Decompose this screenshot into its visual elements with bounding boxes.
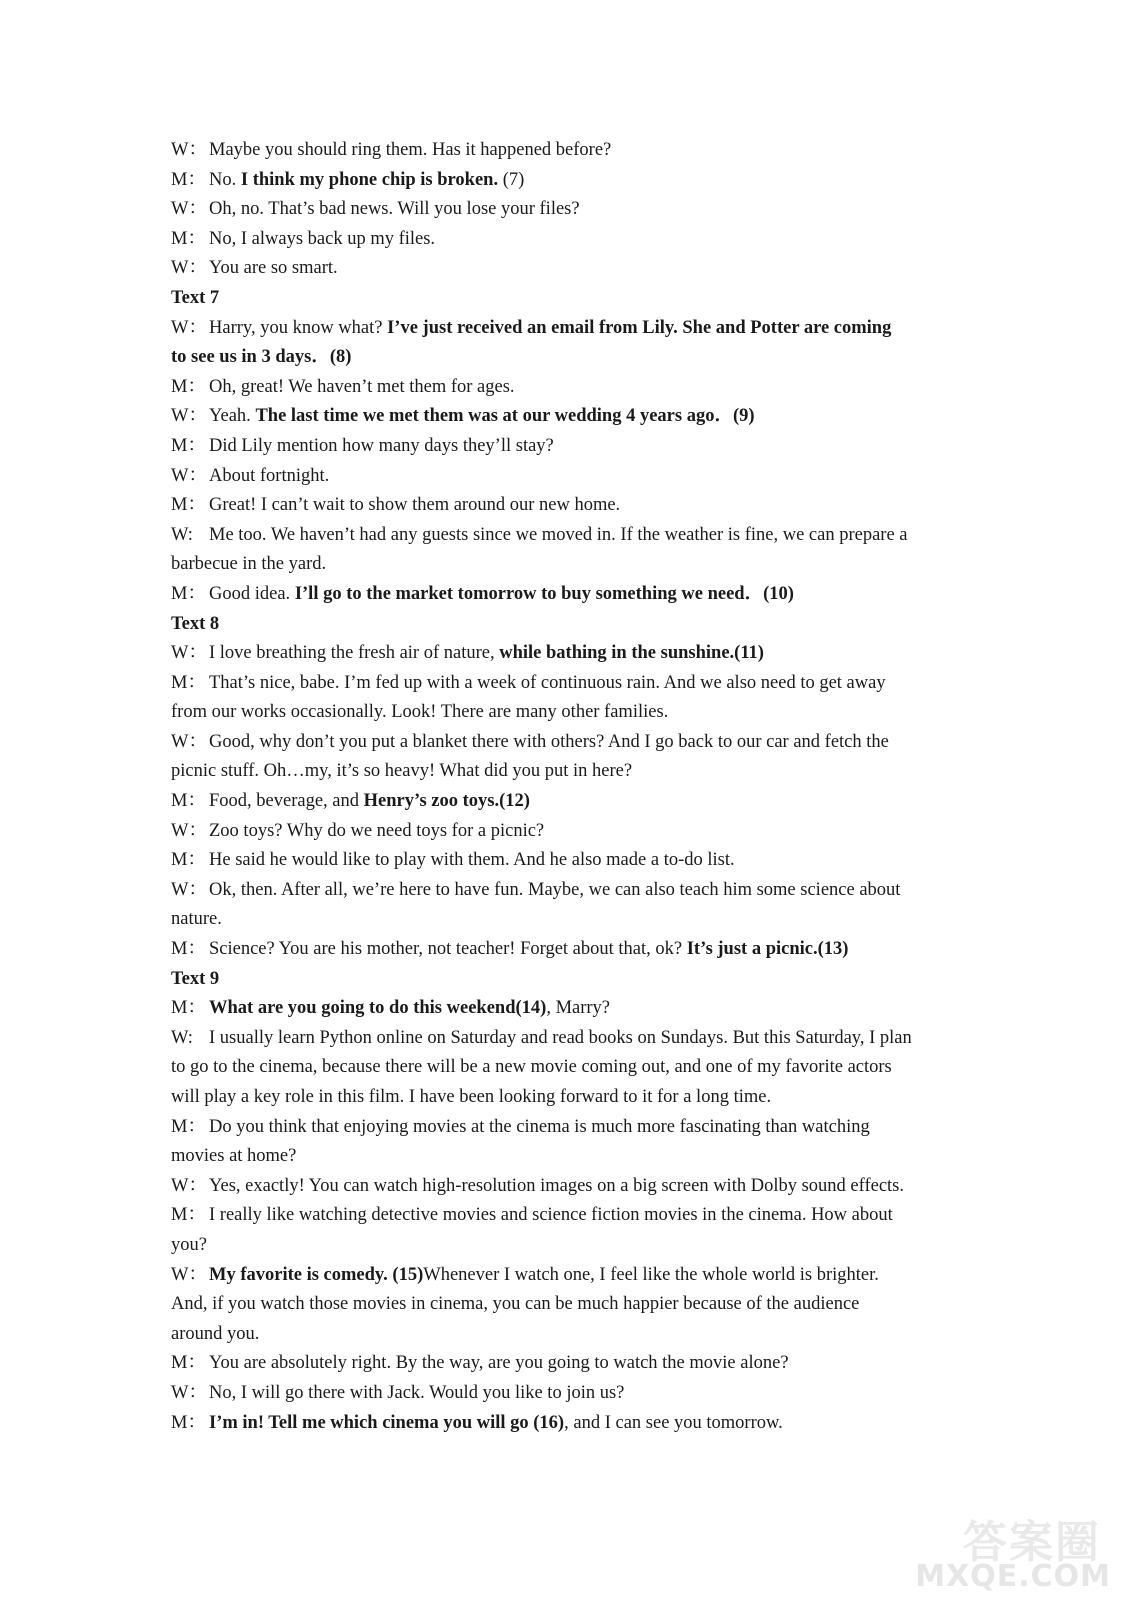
speaker-label: W: <box>171 524 193 545</box>
line-text: Oh, great! We haven’t met them for ages. <box>209 376 515 397</box>
line-text: Good idea. <box>209 583 295 604</box>
speaker-label: M： <box>171 1205 206 1226</box>
bold-answer-text: while bathing in the sunshine.(11) <box>499 643 764 664</box>
line-text: You are so smart. <box>209 258 338 279</box>
transcript-line <box>171 787 971 817</box>
line-text: Me too. We haven’t had any guests since we moved in. If the weather is fine, we can prepare a <box>209 524 908 545</box>
speaker-label: M： <box>171 939 206 960</box>
transcript-line <box>171 580 971 610</box>
transcript-page <box>171 136 971 1438</box>
transcript-line <box>171 698 971 728</box>
bold-answer-text: Henry’s zoo toys.(12) <box>363 791 530 812</box>
line-text: Yes, exactly! You can watch high-resolution images on a big screen with Dolby sound effects. <box>209 1175 904 1196</box>
transcript-line <box>171 817 971 847</box>
line-text: will play a key role in this film. I have been looking forward to it for a long time. <box>171 1087 772 1107</box>
line-text: No. <box>209 169 241 190</box>
transcript-line <box>171 1083 971 1113</box>
speaker-label: W： <box>171 465 207 486</box>
bold-answer-text: I’ll go to the market tomorrow to buy something we need．(10) <box>294 583 794 604</box>
line-text: And, if you watch those movies in cinema, you can be much happier because of the audience <box>171 1294 860 1315</box>
transcript-line <box>171 1409 971 1439</box>
transcript-line <box>171 935 971 965</box>
line-text: Yeah. <box>209 406 256 427</box>
watermark-logo <box>917 1506 1117 1596</box>
transcript-line <box>171 1290 971 1320</box>
transcript-line <box>171 521 971 551</box>
line-text: Did Lily mention how many days they’ll stay? <box>209 435 554 456</box>
transcript-line <box>171 491 971 521</box>
bold-answer-text: Text 8 <box>171 613 220 634</box>
speaker-label: M： <box>171 228 206 249</box>
bold-answer-text: I’m in! Tell me which cinema you will go (16) <box>209 1412 565 1433</box>
line-text: Do you think that enjoying movies at the cinema is much more fascinating than watching <box>209 1116 870 1137</box>
speaker-label: W： <box>171 879 207 900</box>
speaker-label: W： <box>171 317 207 338</box>
bold-answer-text: The last time we met them was at our wedding 4 years ago．(9) <box>255 406 755 427</box>
line-text: you? <box>171 1234 207 1255</box>
bold-answer-text: Text 7 <box>171 287 220 308</box>
line-text: You are absolutely right. By the way, are you going to watch the movie alone? <box>209 1353 789 1374</box>
transcript-line <box>171 757 971 787</box>
transcript-line <box>171 965 971 995</box>
speaker-label: M： <box>171 1412 206 1433</box>
speaker-label: W： <box>171 820 207 841</box>
transcript-line <box>171 432 971 462</box>
speaker-label: M： <box>171 850 206 871</box>
line-text: , Marry? <box>546 998 611 1019</box>
bold-answer-text: It’s just a picnic.(13) <box>686 939 849 960</box>
speaker-label: W： <box>171 258 207 279</box>
line-text: to go to the cinema, because there will be a new movie coming out, and one of my favorite actors <box>171 1057 892 1078</box>
transcript-line <box>171 1320 971 1350</box>
transcript-line <box>171 876 971 906</box>
line-text: I usually learn Python online on Saturday and read books on Sundays. But this Saturday, I plan <box>209 1027 912 1048</box>
transcript-line <box>171 639 971 669</box>
speaker-label: W： <box>171 1382 207 1403</box>
bold-answer-text: to see us in 3 days．(8) <box>171 347 352 368</box>
transcript-line <box>171 402 971 432</box>
bold-answer-text: My favorite is comedy. (15) <box>209 1264 424 1285</box>
speaker-label: M： <box>171 583 206 604</box>
speaker-label: M： <box>171 672 206 693</box>
line-text: Whenever I watch one, I feel like the whole world is brighter. <box>423 1264 879 1285</box>
speaker-label: W： <box>171 140 207 160</box>
transcript-line <box>171 1024 971 1054</box>
transcript-line <box>171 462 971 492</box>
line-text: Great! I can’t wait to show them around our new home. <box>209 495 621 516</box>
transcript-line <box>171 195 971 225</box>
watermark-bottom-text: MXQE.COM <box>915 1559 1111 1594</box>
transcript-line <box>171 1201 971 1231</box>
line-text: from our works occasionally. Look! There are many other families. <box>171 702 669 723</box>
line-text: Ok, then. After all, we’re here to have fun. Maybe, we can also teach him some science about <box>209 879 901 900</box>
transcript-line <box>171 1142 971 1172</box>
speaker-label: W： <box>171 731 207 752</box>
bold-answer-text: I’ve just received an email from Lily. She and Potter are coming <box>387 317 892 338</box>
bold-answer-text: Text 9 <box>171 968 220 989</box>
transcript-line <box>171 373 971 403</box>
line-text: Zoo toys? Why do we need toys for a picnic? <box>209 820 545 841</box>
line-text: Science? You are his mother, not teacher! Forget about that, ok? <box>209 939 687 960</box>
transcript-line <box>171 1172 971 1202</box>
watermark-top-text: 答案圈 <box>963 1517 1101 1568</box>
transcript-line <box>171 550 971 580</box>
line-text: About fortnight. <box>209 465 330 486</box>
speaker-label: W： <box>171 199 207 220</box>
line-text: Food, beverage, and <box>209 791 364 812</box>
transcript-line <box>171 254 971 284</box>
transcript-line <box>171 166 971 196</box>
transcript-line <box>171 905 971 935</box>
line-text: , and I can see you tomorrow. <box>564 1412 783 1433</box>
speaker-label: M： <box>171 435 206 456</box>
transcript-line <box>171 994 971 1024</box>
line-text: nature. <box>171 909 222 930</box>
line-text: I love breathing the fresh air of nature, <box>209 643 500 664</box>
line-text: No, I will go there with Jack. Would you like to join us? <box>209 1382 625 1403</box>
transcript-line <box>171 1053 971 1083</box>
transcript-line <box>171 669 971 699</box>
transcript-line <box>171 225 971 255</box>
speaker-label: M： <box>171 998 206 1019</box>
speaker-label: W: <box>171 1027 193 1048</box>
line-text: No, I always back up my files. <box>209 228 436 249</box>
transcript-line <box>171 1349 971 1379</box>
line-text: picnic stuff. Oh…my, it’s so heavy! What did you put in here? <box>171 761 633 782</box>
transcript-line <box>171 314 971 344</box>
transcript-line <box>171 1113 971 1143</box>
line-text: Maybe you should ring them. Has it happened before? <box>209 140 612 160</box>
line-text: Good, why don’t you put a blanket there with others? And I go back to our car and fetch the <box>209 731 889 752</box>
speaker-label: M： <box>171 1353 206 1374</box>
speaker-label: W： <box>171 1175 207 1196</box>
speaker-label: M： <box>171 791 206 812</box>
transcript-line <box>171 610 971 640</box>
transcript-line <box>171 343 971 373</box>
speaker-label: W： <box>171 406 207 427</box>
transcript-line <box>171 728 971 758</box>
speaker-label: M： <box>171 376 206 397</box>
speaker-label: W： <box>171 1264 207 1285</box>
bold-answer-text: What are you going to do this weekend(14) <box>209 998 547 1019</box>
speaker-label: M： <box>171 169 206 190</box>
transcript-line <box>171 136 971 166</box>
line-text: I really like watching detective movies and science fiction movies in the cinema. How about <box>209 1205 893 1226</box>
line-text: movies at home? <box>171 1146 297 1167</box>
line-text: That’s nice, babe. I’m fed up with a week of continuous rain. And we also need to get away <box>209 672 886 693</box>
transcript-line <box>171 284 971 314</box>
speaker-label: W： <box>171 643 207 664</box>
transcript-line <box>171 1379 971 1409</box>
line-text: around you. <box>171 1323 260 1344</box>
line-text: (7) <box>498 169 525 190</box>
transcript-line <box>171 1261 971 1291</box>
line-text: Harry, you know what? <box>209 317 388 338</box>
line-text: Oh, no. That’s bad news. Will you lose your files? <box>209 199 580 220</box>
transcript-line <box>171 846 971 876</box>
speaker-label: M： <box>171 1116 206 1137</box>
transcript-line <box>171 1231 971 1261</box>
bold-answer-text: I think my phone chip is broken. <box>240 169 499 190</box>
line-text: He said he would like to play with them. And he also made a to-do list. <box>209 850 735 871</box>
line-text: barbecue in the yard. <box>171 554 327 575</box>
speaker-label: M： <box>171 495 206 516</box>
